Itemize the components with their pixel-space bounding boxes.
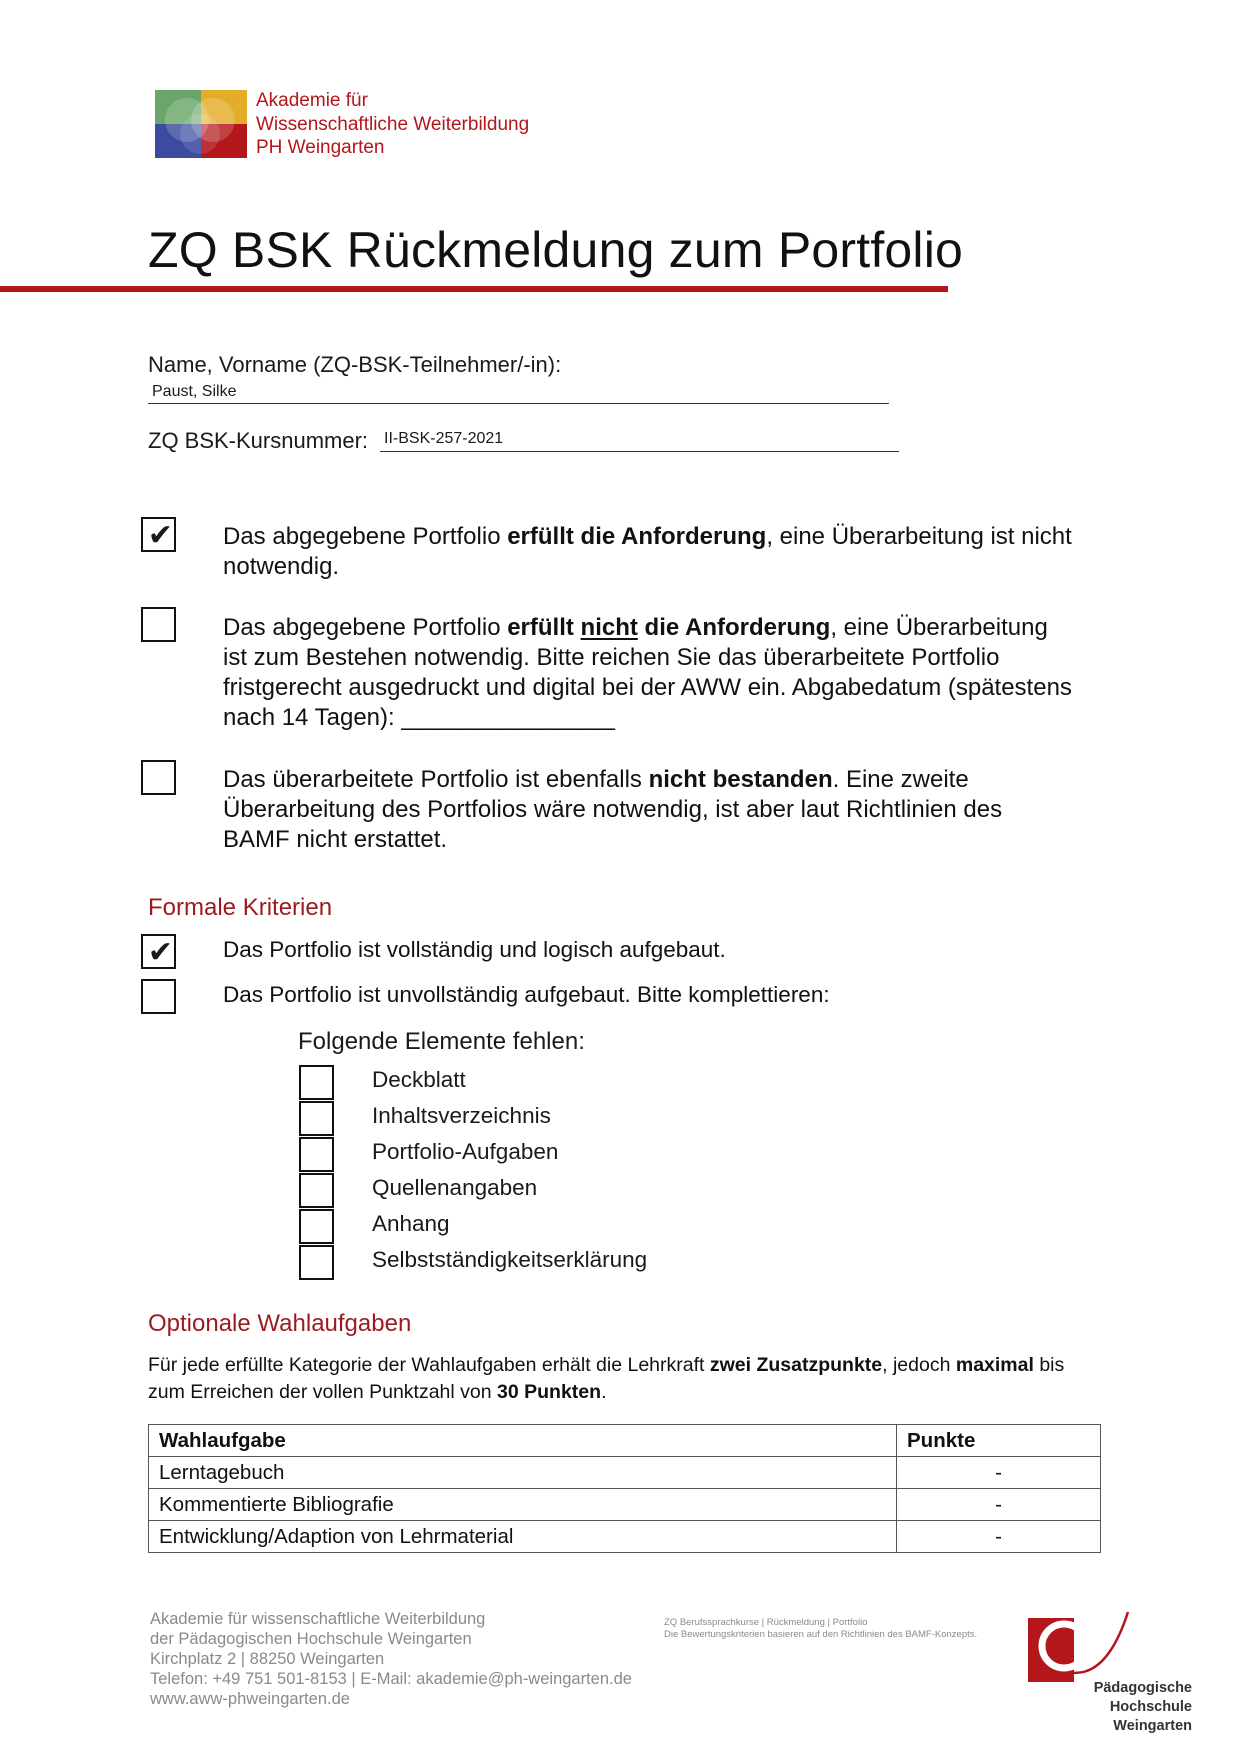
course-number-underline (380, 451, 899, 452)
course-number-field[interactable]: II-BSK-257-2021 (384, 430, 504, 447)
page-title: ZQ BSK Rückmeldung zum Portfolio (148, 222, 964, 278)
aww-logo-text (256, 89, 529, 160)
missing-item: Selbstständigkeitserklärung (372, 1247, 648, 1272)
title-divider (0, 286, 948, 292)
check-icon: ✔ (147, 935, 174, 970)
logo-line: Akademie für (256, 90, 368, 111)
missing-item: Quellenangaben (372, 1175, 538, 1200)
ph-weingarten-logo-text (1028, 1679, 1192, 1736)
footer-line: Akademie für wissenschaftliche Weiterbildung (150, 1610, 486, 1628)
logo-line: Hochschule Weingarten (1109, 1699, 1192, 1734)
formal-criteria-heading: Formale Kriterien (148, 894, 333, 921)
table-row (149, 1457, 1101, 1489)
footer-line: der Pädagogischen Hochschule Weingarten (150, 1630, 472, 1648)
column-header-points: Punkte (897, 1425, 1101, 1457)
task-cell: Kommentierte Bibliografie (149, 1489, 897, 1521)
footer-address (150, 1609, 632, 1709)
missing-checkbox-portfolio-aufgaben[interactable] (299, 1137, 334, 1172)
points-cell: - (897, 1489, 1101, 1521)
missing-item: Portfolio-Aufgaben (372, 1139, 559, 1164)
column-header-task: Wahlaufgabe (149, 1425, 897, 1457)
assessment-option-failed: Das überarbeitete Portfolio ist ebenfalls nicht bestanden. Eine zweite Überarbeitung des Portfolios wäre notwendig, ist aber laut Richtlinien des BAMF nicht erstattet. (223, 766, 1003, 853)
name-label: Name, Vorname (ZQ-BSK-Teilnehmer/-in): (148, 352, 562, 377)
points-cell: - (897, 1521, 1101, 1553)
assessment-checkbox-revision[interactable] (141, 607, 176, 642)
missing-item: Anhang (372, 1211, 450, 1236)
formal-incomplete-checkbox[interactable] (141, 979, 176, 1014)
footer-document-meta (664, 1617, 977, 1641)
assessment-checkbox-passed[interactable] (141, 517, 176, 552)
footer-contact-line[interactable]: Telefon: +49 751 501-8153 | E-Mail: akademie@ph-weingarten.de (150, 1670, 632, 1688)
missing-item: Inhaltsverzeichnis (372, 1103, 551, 1128)
name-underline (148, 403, 889, 404)
missing-checkbox-deckblatt[interactable] (299, 1065, 334, 1100)
optional-tasks-table (148, 1424, 1101, 1553)
logo-line: Pädagogische (1093, 1680, 1192, 1696)
aww-logo-icon (155, 90, 247, 158)
missing-checkbox-selbststaendigkeitserklaerung[interactable] (299, 1245, 334, 1280)
optional-tasks-description: Für jede erfüllte Kategorie der Wahlaufgaben erhält die Lehrkraft zwei Zusatzpunkte, jedoch maximal bis zum Erreichen der vollen Punktzahl von 30 Punkten. (148, 1354, 1065, 1403)
table-row (149, 1489, 1101, 1521)
missing-elements-heading: Folgende Elemente fehlen: (298, 1028, 585, 1055)
missing-checkbox-inhaltsverzeichnis[interactable] (299, 1101, 334, 1136)
course-number-label: ZQ BSK-Kursnummer: (148, 428, 369, 453)
optional-tasks-heading: Optionale Wahlaufgaben (148, 1310, 412, 1337)
assessment-option-revision: Das abgegebene Portfolio erfüllt nicht die Anforderung, eine Überarbeitung ist zum Bestehen notwendig. Bitte reichen Sie das überarbeitete Portfolio fristgerecht ausgedruckt und digital bei der AWW ein. Abgabedatum (spätestens nach 14 Tagen): ________________ (223, 614, 1072, 731)
assessment-checkbox-failed[interactable] (141, 760, 176, 795)
name-field[interactable]: Paust, Silke (152, 383, 237, 400)
task-cell: Lerntagebuch (149, 1457, 897, 1489)
missing-checkbox-anhang[interactable] (299, 1209, 334, 1244)
table-row (149, 1521, 1101, 1553)
footer-website-link[interactable]: www.aww-phweingarten.de (150, 1690, 350, 1708)
assessment-option-passed: Das abgegebene Portfolio erfüllt die Anforderung, eine Überarbeitung ist nicht notwendig. (223, 523, 1072, 580)
points-cell: - (897, 1457, 1101, 1489)
missing-checkbox-quellenangaben[interactable] (299, 1173, 334, 1208)
footer-meta-line: ZQ Berufssprachkurse | Rückmeldung | Portfolio (664, 1617, 868, 1628)
logo-line: PH Weingarten (256, 137, 385, 158)
footer-meta-line: Die Bewertungskriterien basieren auf den Richtlinien des BAMF-Konzepts. (664, 1629, 978, 1640)
task-cell: Entwicklung/Adaption von Lehrmaterial (149, 1521, 897, 1553)
formal-complete-text: Das Portfolio ist vollständig und logisch aufgebaut. (223, 937, 726, 962)
logo-line: Wissenschaftliche Weiterbildung (256, 113, 530, 135)
formal-complete-checkbox[interactable] (141, 934, 176, 969)
missing-item: Deckblatt (372, 1067, 466, 1092)
check-icon: ✔ (147, 518, 174, 553)
formal-incomplete-text: Das Portfolio ist unvollständig aufgebaut. Bitte komplettieren: (223, 982, 830, 1007)
table-header-row (149, 1425, 1101, 1457)
footer-line: Kirchplatz 2 | 88250 Weingarten (150, 1650, 385, 1668)
